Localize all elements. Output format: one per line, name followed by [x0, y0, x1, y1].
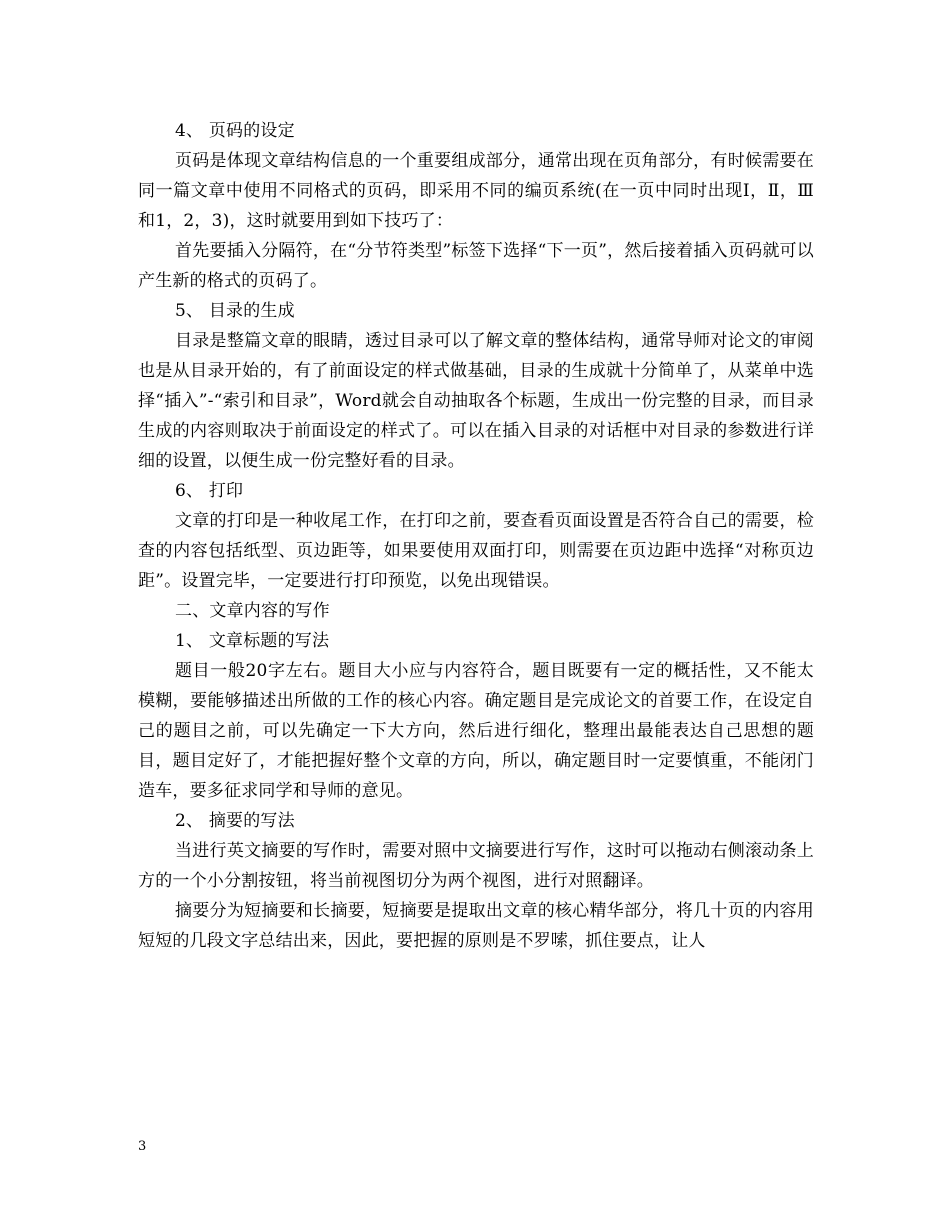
paragraph: 页码是体现文章结构信息的一个重要组成部分，通常出现在页角部分，有时候需要在同一篇文章中使用不同格式的页码，即采用不同的编页系统(在一页中同时出现Ⅰ，Ⅱ，Ⅲ和1，2，3)，这时就要用到如下技巧了： [138, 151, 814, 231]
paragraph: 当进行英文摘要的写作时，需要对照中文摘要进行写作，这时可以拖动右侧滚动条上方的一个小分割按钮，将当前视图切分为两个视图，进行对照翻译。 [138, 841, 814, 891]
paragraph: 目录是整篇文章的眼睛，透过目录可以了解文章的整体结构，通常导师对论文的审阅也是从目录开始的，有了前面设定的样式做基础，目录的生成就十分简单了，从菜单中选择“插入”-“索引和目录”，Word就会自动抽取各个标题，生成出一份完整的目录，而目录生成的内容则取决于前面设定的样式了。可以在插入目录的对话框中对目录的参数进行详细的设置，以便生成一份完整好看的目录。 [138, 331, 814, 471]
section-heading: 2、 摘要的写法 [175, 811, 295, 831]
paragraph: 文章的打印是一种收尾工作，在打印之前，要查看页面设置是否符合自己的需要，检查的内容包括纸型、页边距等，如果要使用双面打印，则需要在页边距中选择“对称页边距”。设置完毕，一定要进行打印预览，以免出现错误。 [138, 511, 814, 591]
section-heading: 6、 打印 [175, 481, 244, 501]
page-number: 3 [138, 1139, 147, 1154]
paragraph: 摘要分为短摘要和长摘要，短摘要是提取出文章的核心精华部分，将几十页的内容用短短的几段文字总结出来，因此，要把握的原则是不罗嗦，抓住要点，让人 [138, 901, 814, 951]
page-body [138, 116, 814, 956]
paragraph: 首先要插入分隔符，在“分节符类型”标签下选择“下一页”，然后接着插入页码就可以产生新的格式的页码了。 [138, 241, 814, 291]
chapter-heading: 二、文章内容的写作 [175, 601, 330, 621]
section-heading: 1、 文章标题的写法 [175, 631, 330, 651]
section-heading: 4、 页码的设定 [175, 121, 295, 141]
paragraph: 题目一般20字左右。题目大小应与内容符合，题目既要有一定的概括性，又不能太模糊，要能够描述出所做的工作的核心内容。确定题目是完成论文的首要工作，在设定自己的题目之前，可以先确定一下大方向，然后进行细化，整理出最能表达自己思想的题目，题目定好了，才能把握好整个文章的方向，所以，确定题目时一定要慎重，不能闭门造车，要多征求同学和导师的意见。 [138, 661, 814, 801]
section-heading: 5、 目录的生成 [175, 301, 295, 321]
